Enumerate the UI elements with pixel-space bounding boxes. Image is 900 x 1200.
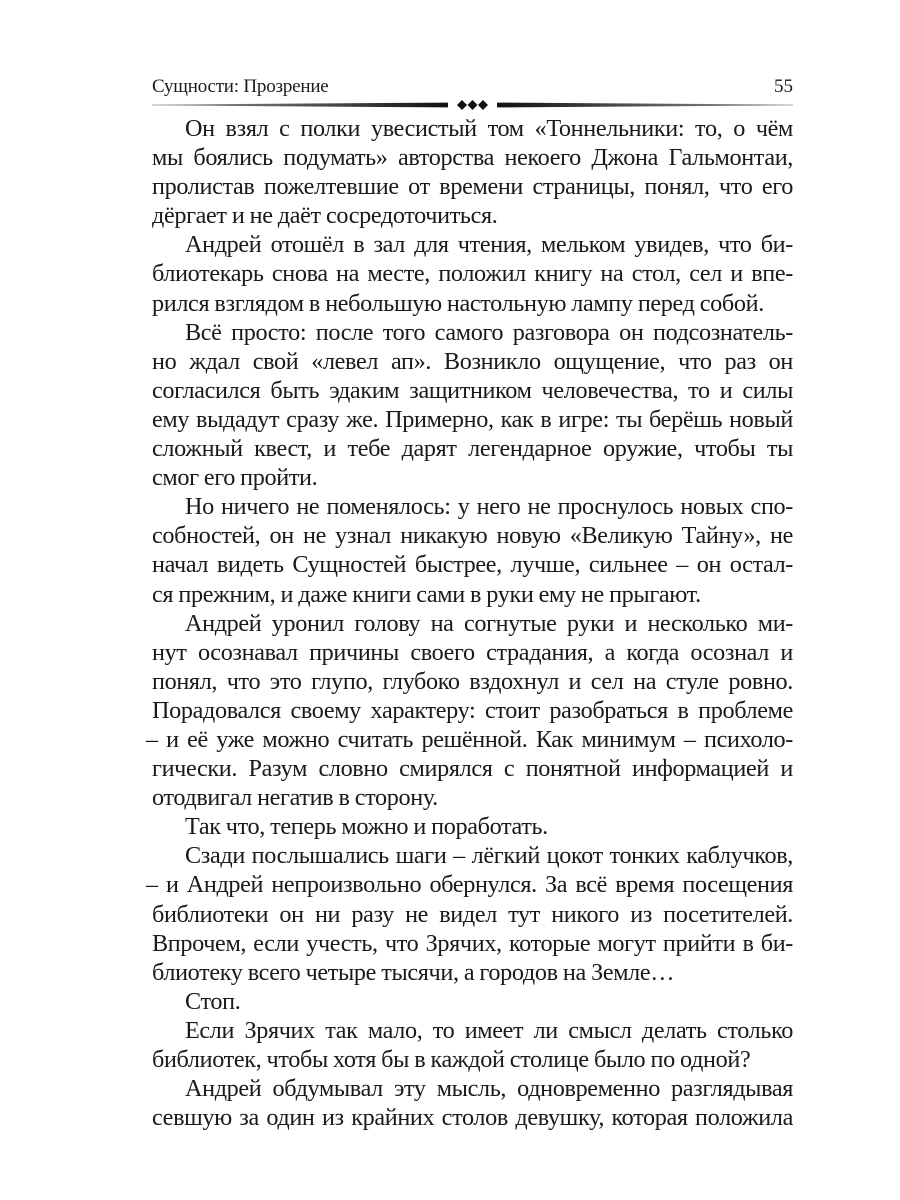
text-line: Андрей уронил голову на согнутые руки и несколько ми-	[185, 609, 793, 637]
paragraph	[152, 1016, 793, 1074]
text-line: Но ничего не поменялось: у него не проснулось новых спо-	[185, 493, 793, 521]
text-line: сложный квест, и тебе дарят легендарное оружие, чтобы ты	[152, 435, 793, 463]
text-line: Всё просто: после того самого разговора он подсознатель-	[185, 318, 793, 346]
text-line: Впрочем, если учесть, что Зрячих, которые могут прийти в би-	[152, 929, 793, 957]
text-line: Стоп.	[185, 987, 241, 1015]
text-line: блиотеку всего четыре тысячи, а городов на Земле…	[152, 958, 675, 986]
paragraph	[152, 987, 793, 1016]
text-line: собностей, он не узнал никакую новую «Великую Тайну», не	[152, 522, 793, 550]
text-line: но ждал свой «левел ап». Возникло ощущение, что раз он	[152, 347, 793, 375]
text-line: Андрей обдумывал эту мысль, одновременно разглядывая	[185, 1075, 793, 1103]
text-line: библиотек, чтобы хотя бы в каждой столице было по одной?	[152, 1046, 751, 1073]
text-line: дёргает и не даёт сосредоточиться.	[152, 202, 498, 230]
paragraph	[152, 1074, 793, 1132]
text-line: севшую за один из крайних столов девушку, которая положила	[152, 1104, 793, 1132]
paragraph	[152, 230, 793, 317]
text-line: Так что, теперь можно и поработать.	[185, 813, 548, 841]
page-number: 55	[774, 76, 793, 97]
text-line: библиотеки он ни разу не видел тут никого из посетителей.	[152, 900, 793, 928]
text-line: рился взглядом в небольшую настольную лампу перед собой.	[152, 289, 764, 317]
text-line: смог его пройти.	[152, 464, 318, 492]
header-ornament-rule	[152, 99, 793, 111]
text-line: начал видеть Сущностей быстрее, лучше, сильнее – он остал-	[152, 551, 793, 579]
text-line: Андрей отошёл в зал для чтения, мельком увидев, что би-	[185, 231, 793, 259]
body-text	[146, 114, 793, 1132]
text-line: ему выдадут сразу же. Примерно, как в игре: ты берёшь новый	[152, 405, 793, 433]
text-line: Порадовался своему характеру: стоит разобраться в проблеме	[152, 696, 793, 724]
text-line: нут осознавал причины своего страдания, а когда осознал и	[152, 638, 793, 666]
text-line: согласился быть эдаким защитником человечества, то и силы	[152, 376, 793, 404]
running-header	[152, 74, 793, 100]
text-line: Сзади послышались шаги – лёгкий цокот тонких каблучков,	[185, 842, 793, 870]
paragraph	[152, 114, 793, 230]
text-line: – и Андрей непроизвольно обернулся. За всё время посещения	[146, 871, 793, 899]
paragraph	[146, 609, 793, 813]
paragraph	[152, 492, 793, 608]
running-title: Сущности: Прозрение	[152, 76, 329, 97]
text-line: блиотекарь снова на месте, положил книгу на стол, сел и впе-	[152, 260, 793, 288]
diamond-ornament-icon	[152, 99, 793, 111]
text-line: – и её уже можно считать решённой. Как минимум – психоло-	[146, 725, 793, 753]
text-line: Если Зрячих так мало, то имеет ли смысл делать столько	[185, 1016, 793, 1044]
text-line: отодвигал негатив в сторону.	[152, 784, 438, 812]
text-line: пролистав пожелтевшие от времени страницы, понял, что его	[152, 173, 793, 201]
text-line: Он взял с полки увесистый том «Тоннельники: то, о чём	[185, 115, 793, 142]
paragraph	[152, 812, 793, 841]
text-line: понял, что это глупо, глубоко вздохнул и сел на стуле ровно.	[152, 667, 793, 695]
paragraph	[152, 318, 793, 493]
text-line: гически. Разум словно смирялся с понятной информацией и	[152, 755, 793, 783]
paragraph	[146, 841, 793, 986]
text-line: ся прежним, и даже книги сами в руки ему не прыгают.	[152, 580, 701, 608]
text-line: мы боялись подумать» авторства некоего Джона Гальмонтаи,	[152, 144, 793, 172]
